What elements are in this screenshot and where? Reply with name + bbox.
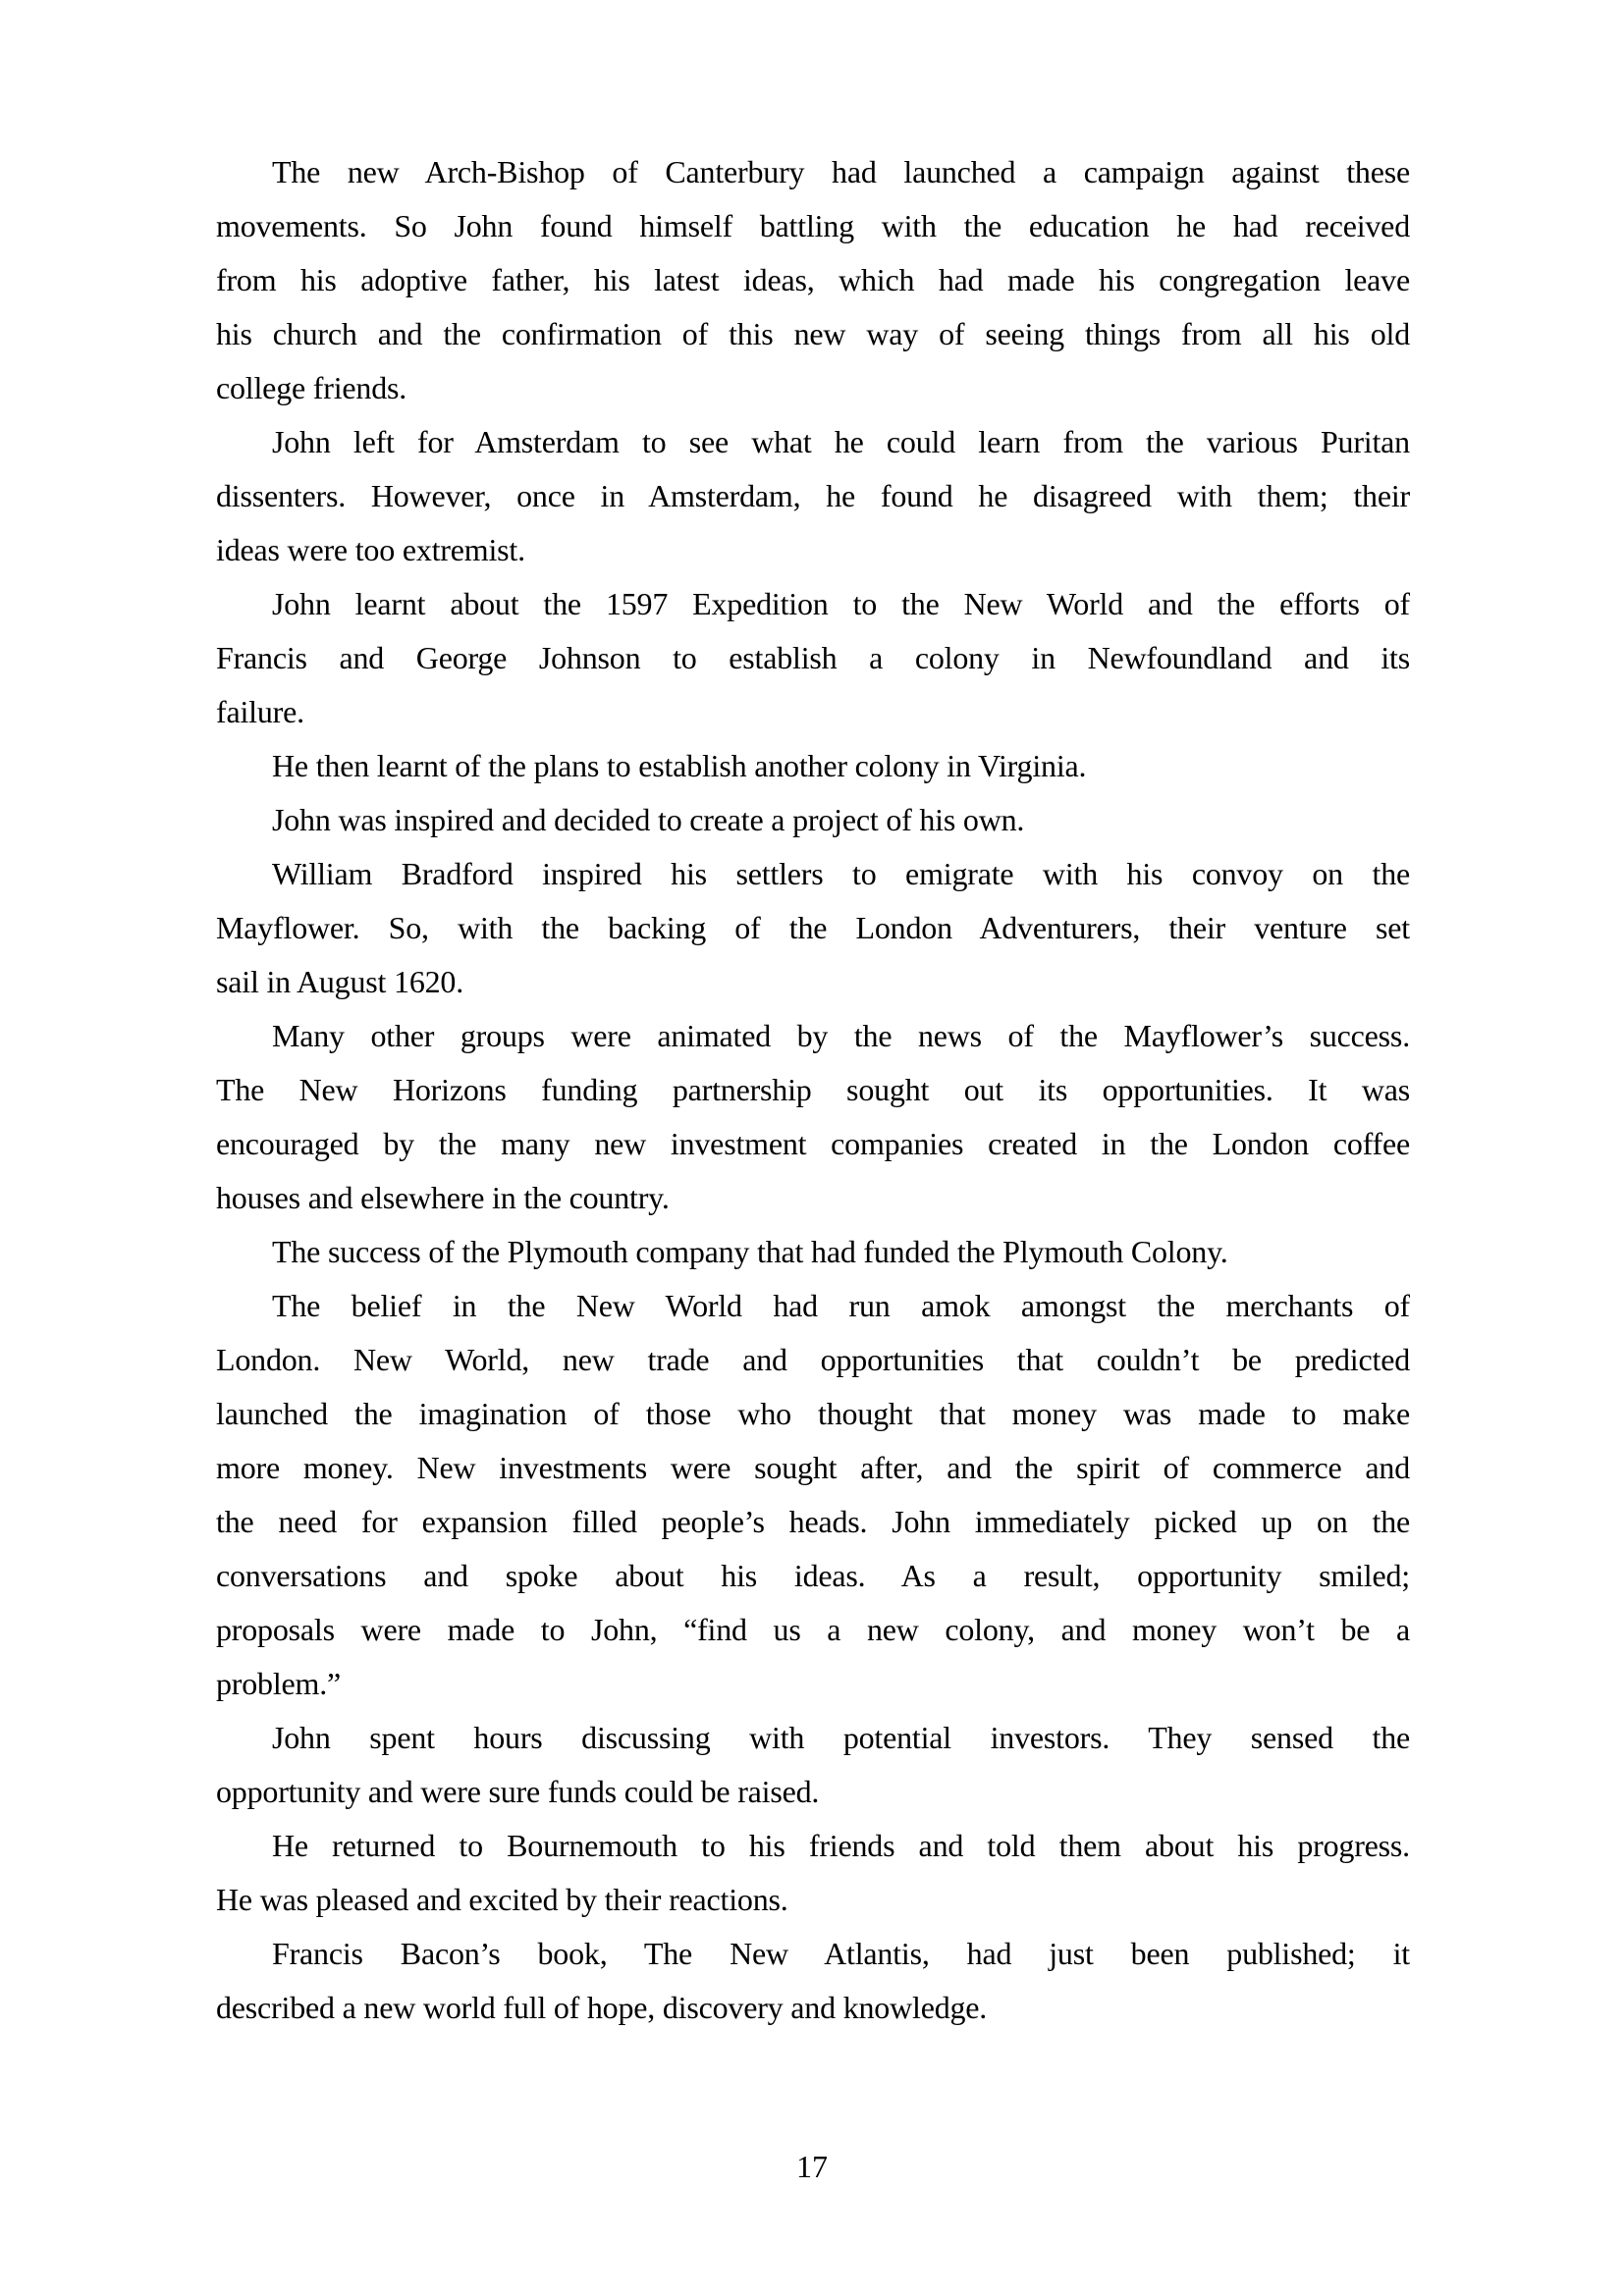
text-line: He was pleased and excited by their reactions. bbox=[216, 1882, 788, 1917]
text-line: conversations and spoke about his ideas. As a result, opportunity smiled; bbox=[216, 1558, 1410, 1593]
text-line: launched the imagination of those who thought that money was made to make bbox=[216, 1396, 1410, 1431]
text-line: John spent hours discussing with potential investors. They sensed the bbox=[272, 1720, 1410, 1755]
paragraph bbox=[216, 1927, 1410, 2035]
text-line: college friends. bbox=[216, 370, 407, 405]
text-line: movements. So John found himself battling with the education he had received bbox=[216, 208, 1410, 243]
text-line: William Bradford inspired his settlers to emigrate with his convoy on the bbox=[272, 856, 1410, 891]
text-line: his church and the confirmation of this new way of seeing things from all his old bbox=[216, 316, 1410, 351]
paragraph bbox=[216, 793, 1410, 847]
paragraph bbox=[216, 1711, 1410, 1819]
paragraph bbox=[216, 1009, 1410, 1225]
text-line: John was inspired and decided to create a project of his own. bbox=[272, 802, 1025, 837]
text-line: houses and elsewhere in the country. bbox=[216, 1180, 670, 1215]
paragraph bbox=[216, 847, 1410, 1009]
text-line: Mayflower. So, with the backing of the London Adventurers, their venture set bbox=[216, 910, 1410, 945]
text-line: Many other groups were animated by the news of the Mayflower’s success. bbox=[272, 1018, 1410, 1053]
page-text bbox=[216, 145, 1410, 2035]
text-line: failure. bbox=[216, 694, 304, 729]
text-line: Francis Bacon’s book, The New Atlantis, had just been published; it bbox=[272, 1936, 1410, 1971]
text-line: sail in August 1620. bbox=[216, 964, 464, 999]
text-line: more money. New investments were sought after, and the spirit of commerce and bbox=[216, 1450, 1410, 1485]
paragraph bbox=[216, 415, 1410, 577]
paragraph bbox=[216, 739, 1410, 793]
text-line: John left for Amsterdam to see what he could learn from the various Puritan bbox=[272, 424, 1410, 459]
text-line: from his adoptive father, his latest ideas, which had made his congregation leave bbox=[216, 262, 1410, 297]
text-line: He then learnt of the plans to establish another colony in Virginia. bbox=[272, 748, 1087, 783]
paragraph bbox=[216, 1225, 1410, 1279]
text-line: dissenters. However, once in Amsterdam, he found he disagreed with them; their bbox=[216, 478, 1410, 513]
text-line: problem.” bbox=[216, 1666, 342, 1701]
page-number: 17 bbox=[796, 2149, 828, 2184]
paragraph bbox=[216, 1279, 1410, 1711]
text-line: The success of the Plymouth company that had funded the Plymouth Colony. bbox=[272, 1234, 1228, 1269]
paragraph bbox=[216, 1819, 1410, 1927]
text-line: Francis and George Johnson to establish a colony in Newfoundland and its bbox=[216, 640, 1410, 675]
text-line: described a new world full of hope, discovery and knowledge. bbox=[216, 1990, 988, 2025]
text-line: opportunity and were sure funds could be raised. bbox=[216, 1774, 820, 1809]
text-line: London. New World, new trade and opportunities that couldn’t be predicted bbox=[216, 1342, 1410, 1377]
text-line: proposals were made to John, “find us a new colony, and money won’t be a bbox=[216, 1612, 1410, 1647]
text-line: encouraged by the many new investment companies created in the London coffee bbox=[216, 1126, 1410, 1161]
paragraph bbox=[216, 145, 1410, 415]
text-line: He returned to Bournemouth to his friends and told them about his progress. bbox=[272, 1828, 1410, 1863]
text-line: The belief in the New World had run amok amongst the merchants of bbox=[272, 1288, 1410, 1323]
text-line: The new Arch-Bishop of Canterbury had launched a campaign against these bbox=[272, 154, 1410, 189]
text-line: The New Horizons funding partnership sought out its opportunities. It was bbox=[216, 1072, 1410, 1107]
text-line: the need for expansion filled people’s heads. John immediately picked up on the bbox=[216, 1504, 1410, 1539]
text-line: John learnt about the 1597 Expedition to the New World and the efforts of bbox=[272, 586, 1410, 621]
text-line: ideas were too extremist. bbox=[216, 532, 525, 567]
paragraph bbox=[216, 577, 1410, 739]
